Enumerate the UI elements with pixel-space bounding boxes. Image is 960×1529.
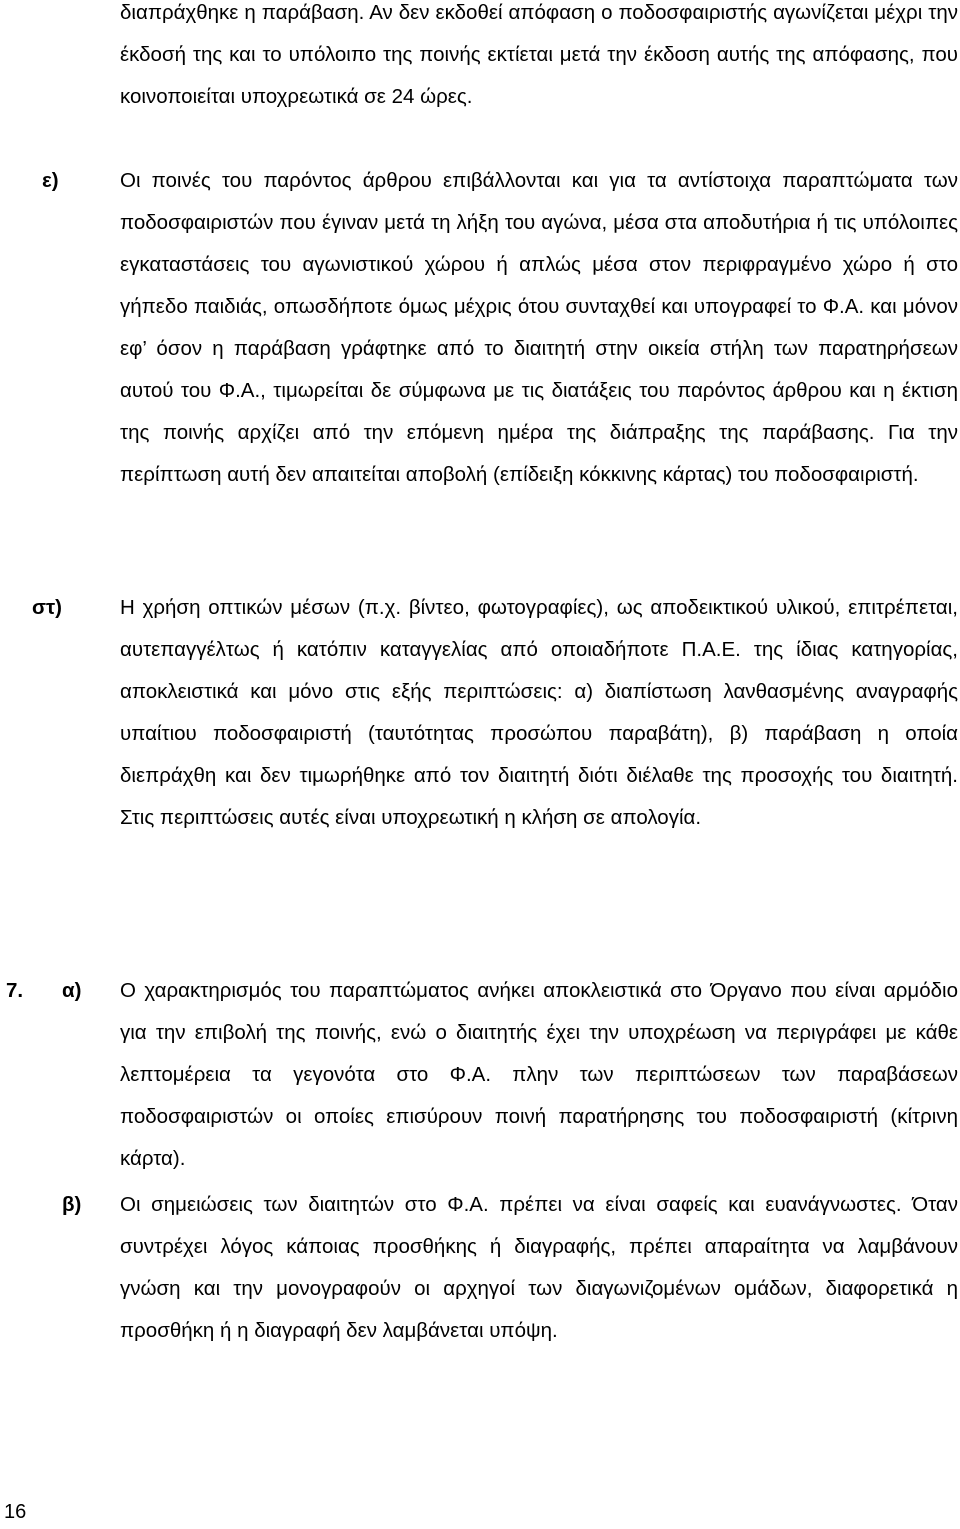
section-7-item-a-label: α) [62, 979, 82, 1002]
section-7-number: 7. [6, 979, 24, 1002]
intro-paragraph: διαπράχθηκε η παράβαση. Αν δεν εκδοθεί απόφαση ο ποδοσφαιριστής αγωνίζεται μέχρι την έκδοσή της και το υπόλοιπο της ποινής εκτίεται μετά την έκδοση αυτής της απόφασης, που κοινοποιείται υποχρεωτικά σε 24 ώρες. [120, 1, 958, 108]
section-7-item-a-text: Ο χαρακτηρισμός του παραπτώματος ανήκει αποκλειστικά στο Όργανο που είναι αρμόδιο για την επιβολή της ποινής, ενώ ο διαιτητής έχει την υποχρέωση να περιγράφει με κάθε λεπτομέρεια τα γεγονότα στο Φ.Α. πλην των περιπτώσεων των παραβάσεων ποδοσφαιριστών οι οποίες επισύρουν ποινή παρατήρησης του ποδοσφαιριστή (κίτρινη κάρτα). [120, 979, 958, 1170]
item-st-text: Η χρήση οπτικών μέσων (π.χ. βίντεο, φωτογραφίες), ως αποδεικτικού υλικού, επιτρέπεται, αυτεπαγγέλτως ή κατόπιν καταγγελίας από οποιαδήποτε Π.Α.Ε. της ίδιας κατηγορίας, αποκλειστικά και μόνο στις εξής περιπτώσεις: α) διαπίστωση λανθασμένης αναγραφής υπαίτιου ποδοσφαιριστή (ταυτότητας προσώπου παραβάτη), β) παράβαση η οποία διεπράχθη και δεν τιμωρήθηκε από τον διαιτητή διότι διέλαθε της προσοχής του διαιτητή. Στις περιπτώσεις αυτές είναι υποχρεωτική η κλήση σε απολογία. [120, 596, 958, 829]
item-e-label: ε) [42, 169, 59, 192]
item-e-text: Οι ποινές του παρόντος άρθρου επιβάλλονται και για τα αντίστοιχα παραπτώματα των ποδοσφαιριστών που έγιναν μετά τη λήξη του αγώνα, μέσα στα αποδυτήρια ή τις υπόλοιπες εγκαταστάσεις του αγωνιστικού χώρου ή απλώς μέσα στον περιφραγμένο χώρο ή στο γήπεδο παιδιάς, οπωσδήποτε όμως μέχρις ότου συνταχθεί και υπογραφεί το Φ.Α. και μόνον εφ’ όσον η παράβαση γράφτηκε από το διαιτητή στην οικεία στήλη των παρατηρήσεων αυτού του Φ.Α., τιμωρείται δε σύμφωνα με τις διατάξεις του παρόντος άρθρου και η έκτιση της ποινής αρχίζει από την επόμενη ημέρα της διάπραξης της παράβασης. Για την περίπτωση αυτή δεν απαιτείται αποβολή (επίδειξη κόκκινης κάρτας) του ποδοσφαιριστή. [120, 169, 958, 486]
section-7-item-b-text: Οι σημειώσεις των διαιτητών στο Φ.Α. πρέπει να είναι σαφείς και ευανάγνωστες. Όταν συντρέχει λόγος κάποιας προσθήκης ή διαγραφής, πρέπει απαραίτητα να λαμβάνουν γνώση και την μονογραφούν οι αρχηγοί των διαγωνιζομένων ομάδων, διαφορετικά η προσθήκη ή η διαγραφή δεν λαμβάνεται υπόψη. [120, 1193, 958, 1342]
item-st-label: στ) [32, 596, 62, 619]
section-7-item-b-label: β) [62, 1193, 82, 1216]
page-number: 16 [4, 1501, 27, 1523]
